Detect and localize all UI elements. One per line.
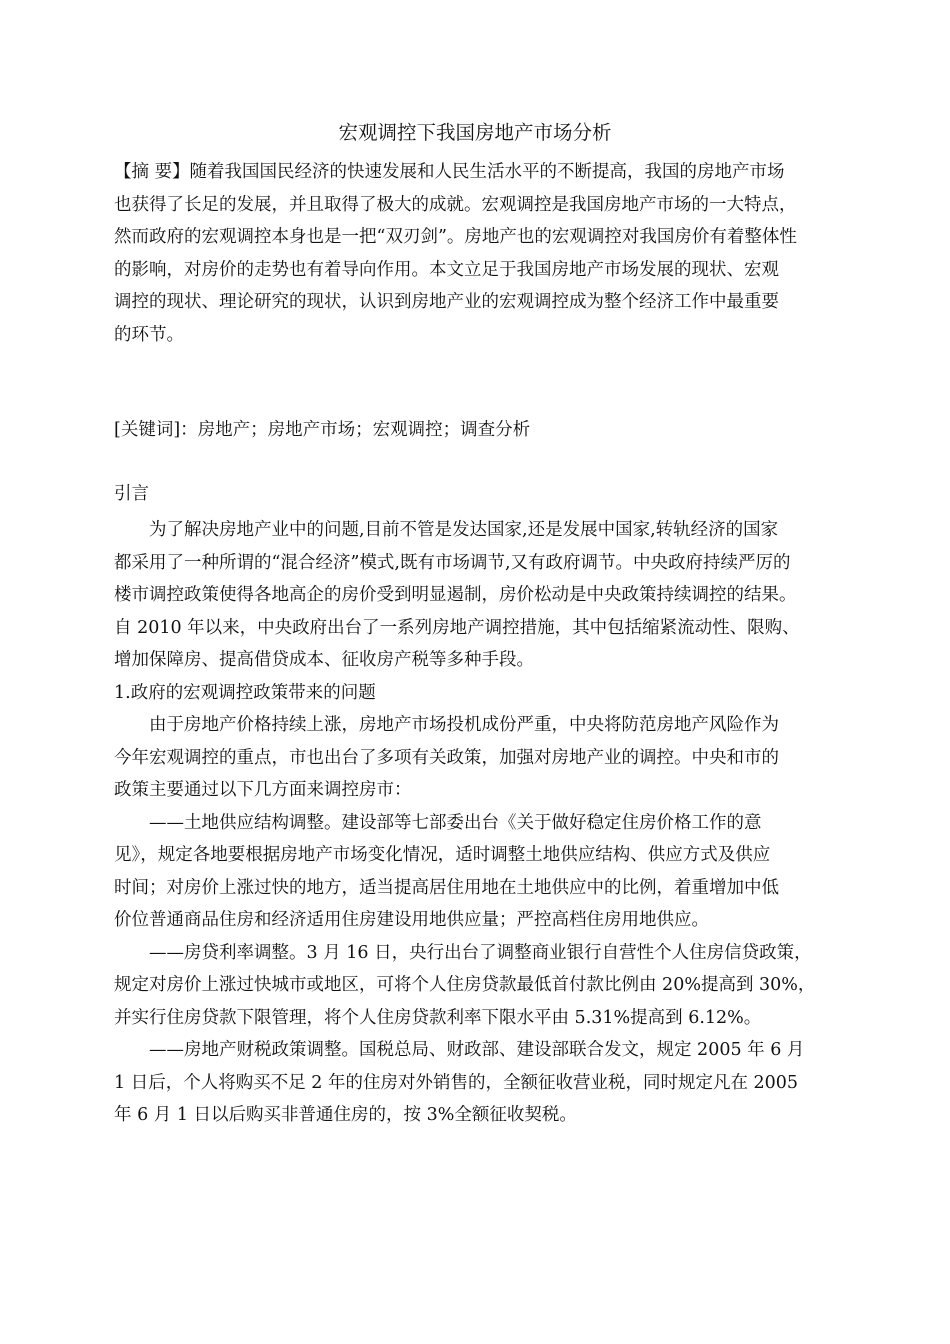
body-line: 都采用了一种所谓的“混合经济”模式,既有市场调节,又有政府调节。中央政府持续严厉的 — [114, 552, 791, 573]
body-line: 年 6 月 1 日以后购买非普通住房的，按 3%全额征收契税。 — [114, 1105, 577, 1125]
body-line: ——房贷利率调整。3 月 16 日，央行出台了调整商业银行自营性个人住房信贷政策， — [149, 942, 812, 963]
body-line: ——土地供应结构调整。建设部等七部委出台《关于做好稳定住房价格工作的意 — [149, 812, 762, 833]
body-line: 1.政府的宏观调控政策带来的问题 — [114, 682, 376, 703]
body-line: 由于房地产价格持续上涨，房地产市场投机成份严重，中央将防范房地产风险作为 — [149, 715, 779, 735]
body-line: 增加保障房、提高借贷成本、征收房产税等多种手段。 — [114, 650, 534, 670]
abstract-line: 然而政府的宏观调控本身也是一把“双刃剑”。房地产也的宏观调控对我国房价有着整体性 — [114, 227, 797, 247]
abstract-section — [114, 156, 860, 351]
body-text — [114, 514, 860, 1132]
body-line: 1 日后，个人将购买不足 2 年的住房对外销售的，全额征收营业税，同时规定凡在 2005 — [114, 1072, 799, 1093]
body-line: ——房地产财税政策调整。国税总局、财政部、建设部联合发文，规定 2005 年 6 月 — [149, 1040, 805, 1060]
abstract-line: 也获得了长足的发展，并且取得了极大的成就。宏观调控是我国房地产市场的一大特点， — [114, 194, 797, 215]
keywords-line: [关键词]：房地产；房地产市场；宏观调控；调查分析 — [114, 420, 531, 440]
body-line: 为了解决房地产业中的问题,目前不管是发达国家,还是发展中国家,转轨经济的国家 — [149, 520, 779, 540]
body-line: 时间；对房价上涨过快的地方，适当提高居住用地在土地供应中的比例，着重增加中低 — [114, 877, 779, 898]
body-line: 见》，规定各地要根据房地产市场变化情况，适时调整土地供应结构、供应方式及供应 — [114, 845, 771, 865]
abstract-line: 的环节。 — [114, 324, 184, 345]
body-line: 政策主要通过以下几方面来调控房市： — [114, 780, 412, 800]
body-line: 规定对房价上涨过快城市或地区，可将个人住房贷款最低首付款比例由 20%提高到 30%， — [114, 975, 816, 995]
body-line: 今年宏观调控的重点，市也出台了多项有关政策，加强对房地产业的调控。中央和市的 — [114, 747, 779, 768]
body-line: 楼市调控政策使得各地高企的房价受到明显遏制，房价松动是中央政策持续调控的结果。 — [114, 585, 797, 605]
body-line: 自 2010 年以来，中央政府出台了一系列房地产调控措施，其中包括缩紧流动性、限购、 — [114, 617, 800, 638]
section-heading-intro — [114, 478, 860, 511]
section-heading: 引言 — [114, 484, 149, 504]
abstract-line: 的影响，对房价的走势也有着导向作用。本文立足于我国房地产市场发展的现状、宏观 — [114, 259, 779, 280]
body-line: 并实行住房贷款下限管理，将个人住房贷款利率下限水平由 5.31%提高到 6.12%。 — [114, 1007, 762, 1028]
body-line: 价位普通商品住房和经济适用住房建设用地供应量；严控高档住房用地供应。 — [114, 910, 709, 930]
document-title: 宏观调控下我国房地产市场分析 — [338, 121, 612, 144]
abstract-line: 【摘 要】随着我国国民经济的快速发展和人民生活水平的不断提高，我国的房地产市场 — [114, 162, 785, 182]
keywords-section — [114, 414, 860, 447]
abstract-line: 调控的现状、理论研究的现状，认识到房地产业的宏观调控成为整个经济工作中最重要 — [114, 292, 779, 312]
